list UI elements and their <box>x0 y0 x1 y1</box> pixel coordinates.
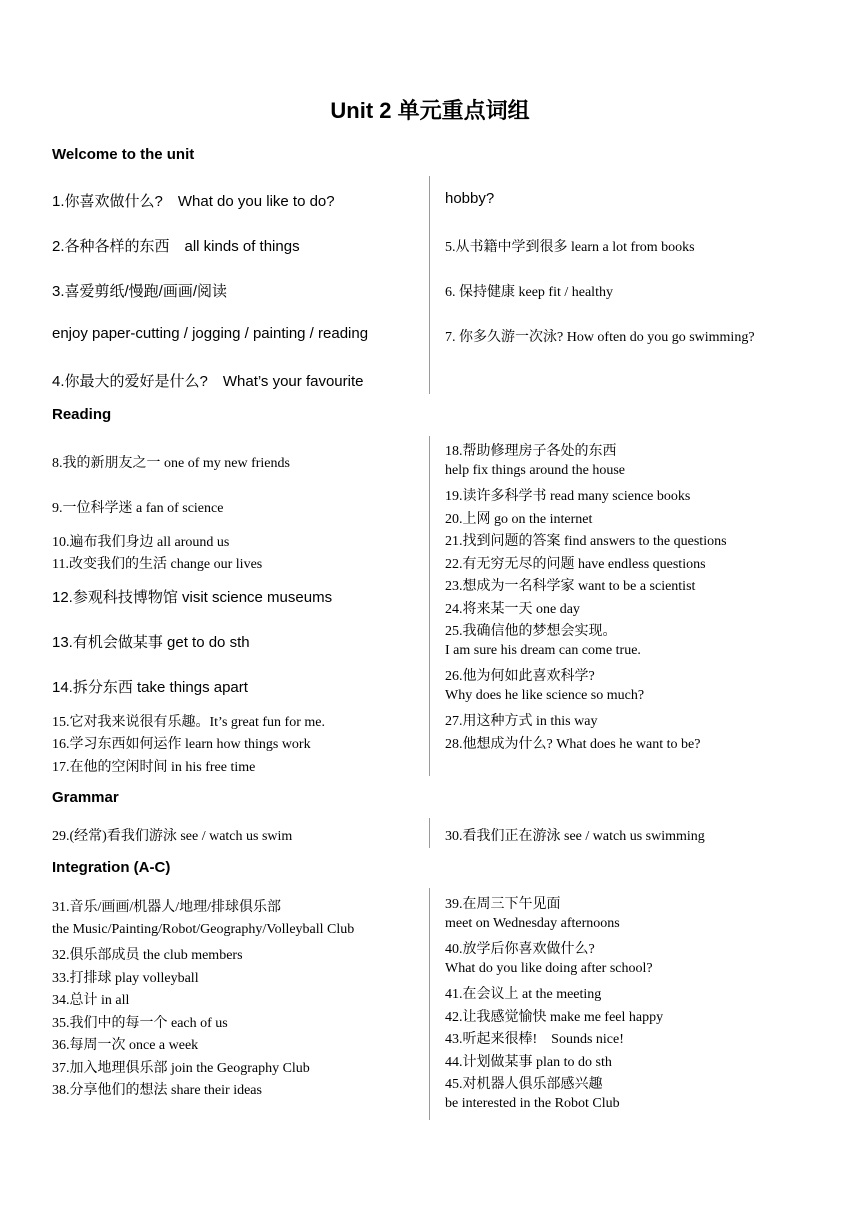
phrase-line: 6. 保持健康 keep fit / healthy <box>445 285 613 300</box>
phrase-line: 7. 你多久游一次泳? How often do you go swimming? <box>445 330 755 345</box>
phrase-line: 11.改变我们的生活 change our lives <box>52 557 263 572</box>
column-divider <box>429 888 430 1120</box>
phrase-line: Why does he like science so much? <box>445 688 645 703</box>
phrase-line: 2.各种各样的东西 all kinds of things <box>52 238 300 255</box>
phrase-line: 23.想成为一名科学家 want to be a scientist <box>445 579 696 594</box>
phrase-line: 17.在他的空闲时间 in his free time <box>52 760 256 775</box>
phrase-line: 26.他为何如此喜欢科学? <box>445 669 595 684</box>
phrase-line: 9.一位科学迷 a fan of science <box>52 501 224 516</box>
phrase-line: 38.分享他们的想法 share their ideas <box>52 1083 262 1098</box>
phrase-line: 21.找到问题的答案 find answers to the questions <box>445 534 727 549</box>
phrase-line: 14.拆分东西 take things apart <box>52 679 248 696</box>
phrase-line: 35.我们中的每一个 each of us <box>52 1016 228 1031</box>
phrase-line: enjoy paper-cutting / jogging / painting / reading <box>52 325 369 342</box>
phrase-line: 43.听起来很棒! Sounds nice! <box>445 1032 624 1047</box>
section-heading-reading: Reading <box>52 406 112 423</box>
phrase-line: be interested in the Robot Club <box>445 1096 620 1111</box>
phrase-line: 36.每周一次 once a week <box>52 1038 199 1053</box>
phrase-line: help fix things around the house <box>445 463 626 478</box>
phrase-line: 25.我确信他的梦想会实现。 <box>445 624 617 639</box>
phrase-line: 22.有无穷无尽的问题 have endless questions <box>445 557 706 572</box>
phrase-line: 40.放学后你喜欢做什么? <box>445 942 595 957</box>
phrase-line: 37.加入地理俱乐部 join the Geography Club <box>52 1061 310 1076</box>
page-title: Unit 2 单元重点词组 <box>330 98 530 123</box>
phrase-line: 24.将来某一天 one day <box>445 602 580 617</box>
phrase-line: hobby? <box>445 190 495 207</box>
phrase-line: 31.音乐/画画/机器人/地理/排球俱乐部 <box>52 900 282 915</box>
phrase-line: 42.让我感觉愉快 make me feel happy <box>445 1010 664 1025</box>
phrase-line: I am sure his dream can come true. <box>445 643 641 658</box>
phrase-line: 30.看我们正在游泳 see / watch us swimming <box>445 829 705 844</box>
phrase-line: 45.对机器人俱乐部感兴趣 <box>445 1077 603 1092</box>
phrase-line: 29.(经常)看我们游泳 see / watch us swim <box>52 829 293 844</box>
phrase-line: 44.计划做某事 plan to do sth <box>445 1055 612 1070</box>
phrase-line: 8.我的新朋友之一 one of my new friends <box>52 456 290 471</box>
phrase-line: 19.读许多科学书 read many science books <box>445 489 691 504</box>
phrase-line: 4.你最大的爱好是什么? What’s your favourite <box>52 373 364 390</box>
section-heading-integration: Integration (A-C) <box>52 859 171 876</box>
column-divider <box>429 436 430 776</box>
phrase-line: the Music/Painting/Robot/Geography/Volleyball Club <box>52 922 355 937</box>
phrase-line: 28.他想成为什么? What does he want to be? <box>445 737 701 752</box>
section-heading-welcome: Welcome to the unit <box>52 146 195 163</box>
phrase-line: 12.参观科技博物馆 visit science museums <box>52 589 333 606</box>
phrase-line: 15.它对我来说很有乐趣。It’s great fun for me. <box>52 715 325 730</box>
phrase-line: What do you like doing after school? <box>445 961 653 976</box>
column-divider <box>429 818 430 848</box>
phrase-line: 1.你喜欢做什么? What do you like to do? <box>52 193 335 210</box>
phrase-line: 10.遍布我们身边 all around us <box>52 535 230 550</box>
phrase-line: 27.用这种方式 in this way <box>445 714 598 729</box>
phrase-line: meet on Wednesday afternoons <box>445 916 620 931</box>
phrase-line: 13.有机会做某事 get to do sth <box>52 634 250 651</box>
phrase-line: 41.在会议上 at the meeting <box>445 987 602 1002</box>
phrase-line: 3.喜爱剪纸/慢跑/画画/阅读 <box>52 283 228 300</box>
phrase-line: 39.在周三下午见面 <box>445 897 561 912</box>
phrase-line: 16.学习东西如何运作 learn how things work <box>52 737 311 752</box>
phrase-line: 33.打排球 play volleyball <box>52 971 199 986</box>
phrase-line: 20.上网 go on the internet <box>445 512 593 527</box>
phrase-line: 32.俱乐部成员 the club members <box>52 948 243 963</box>
phrase-line: 5.从书籍中学到很多 learn a lot from books <box>445 240 695 255</box>
phrase-line: 34.总计 in all <box>52 993 130 1008</box>
phrase-line: 18.帮助修理房子各处的东西 <box>445 444 617 459</box>
section-heading-grammar: Grammar <box>52 789 119 806</box>
column-divider <box>429 176 430 394</box>
